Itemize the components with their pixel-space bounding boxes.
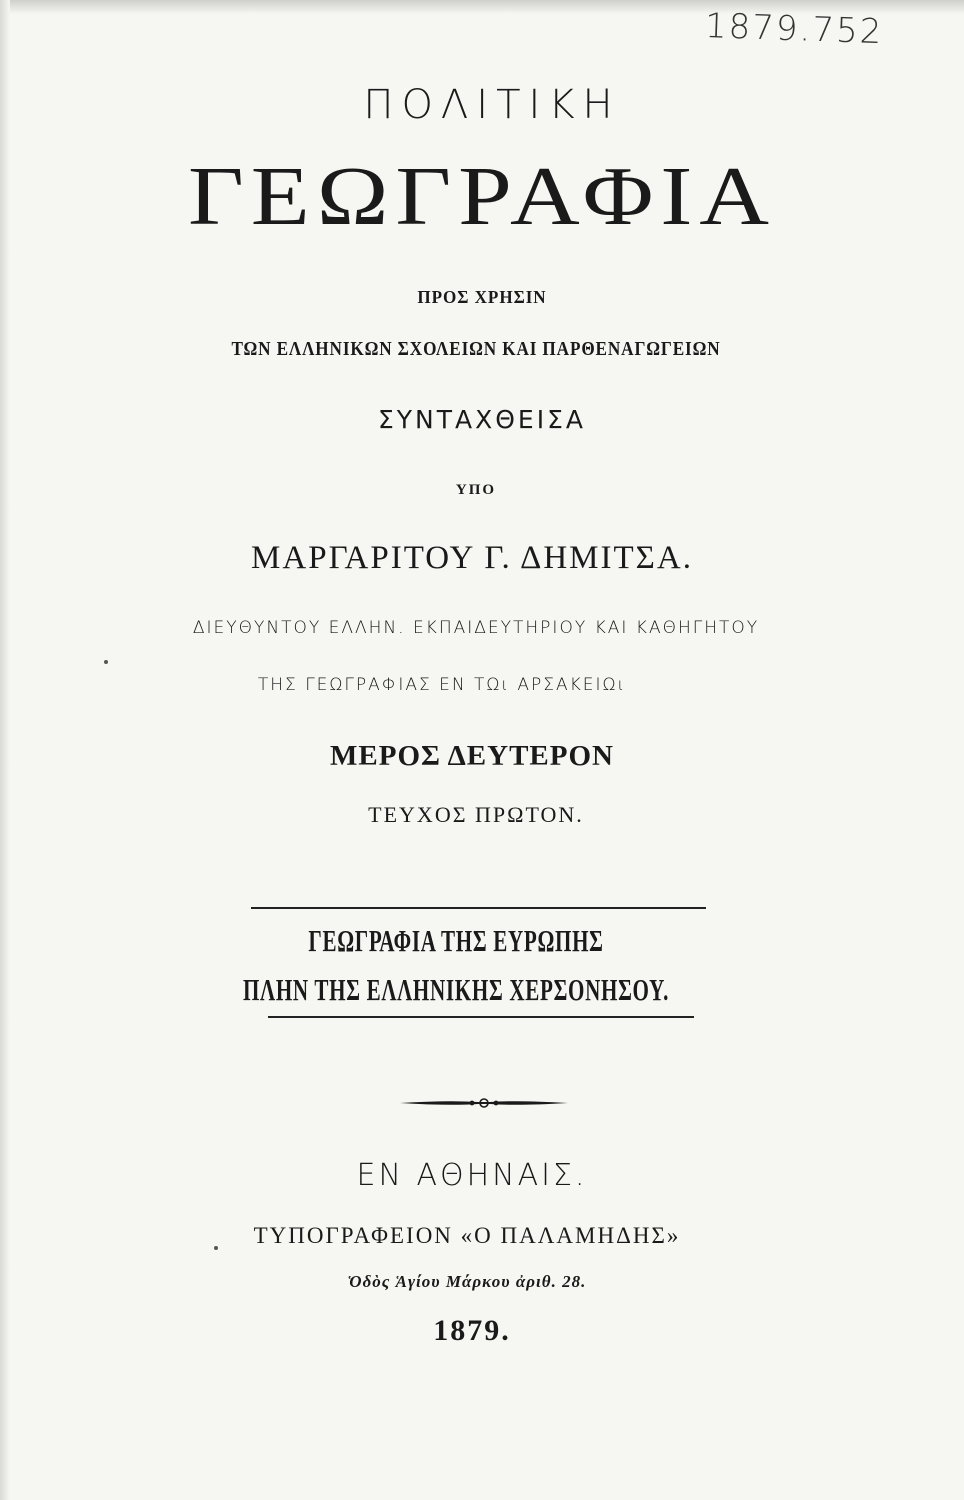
subject-line-2: ΠΛΗΝ ΤΗΣ ΕΛΛΗΝΙΚΗΣ ΧΕΡΣΟΝΗΣΟΥ. <box>242 972 670 1007</box>
stray-mark <box>104 660 108 664</box>
subject-bottom-rule <box>268 1016 694 1018</box>
author-name: ΜΑΡΓΑΡΙΤΟΥ Γ. ΔΗΜΙΤΣΑ. <box>251 540 693 576</box>
part-heading: ΜΕΡΟΣ ΔΕΥΤΕΡΟΝ <box>330 740 614 772</box>
author-role-line-2: ΤΗΣ ΓΕΩΓΡΑΦΙΑΣ ΕΝ ΤΩι ΑΡΣΑΚΕΙΩι <box>257 675 627 695</box>
title-line-1: ΠΟΛΙΤΙΚΗ <box>363 82 621 128</box>
imprint-place: ΕΝ ΑΘΗΝΑΙΣ. <box>356 1158 588 1193</box>
stray-mark <box>214 1246 218 1250</box>
purpose-line-1: ΠΡΟΣ ΧΡΗΣΙΝ <box>417 287 547 307</box>
purpose-line-2: ΤΩΝ ΕΛΛΗΝΙΚΩΝ ΣΧΟΛΕΙΩΝ ΚΑΙ ΠΑΡΘΕΝΑΓΩΓΕΙΩΝ <box>231 338 721 360</box>
ornament-divider <box>398 1090 570 1116</box>
compiled-label: ΣΥΝΤΑΧΘΕΙΣΑ <box>377 405 586 434</box>
subject-line-1: ΓΕΩΓΡΑΦΙΑ ΤΗΣ ΕΥΡΩΠΗΣ <box>308 923 604 958</box>
imprint-year: 1879. <box>433 1314 511 1347</box>
imprint-address: Ὁδὸς Ἁγίου Μάρκου ἀριθ. 28. <box>347 1272 587 1291</box>
imprint-press: ΤΥΠΟΓΡΑΦΕΙΟΝ «Ο ΠΑΛΑΜΗΔΗΣ» <box>253 1223 681 1248</box>
author-role-line-1: ΔΙΕΥΘΥΝΤΟΥ ΕΛΛΗΝ. ΕΚΠΑΙΔΕΥΤΗΡΙΟΥ ΚΑΙ ΚΑΘΗΓΗΤΟΥ <box>192 618 760 638</box>
subject-top-rule <box>251 907 706 909</box>
issue-heading: ΤΕΥΧΟΣ ΠΡΩΤΟΝ. <box>368 802 584 827</box>
title-line-2: ΓΕΩΓΡΑΦΙΑ <box>188 150 776 243</box>
by-label: ΥΠΟ <box>455 482 497 498</box>
handwritten-shelfmark: 1879.752 <box>704 5 884 53</box>
